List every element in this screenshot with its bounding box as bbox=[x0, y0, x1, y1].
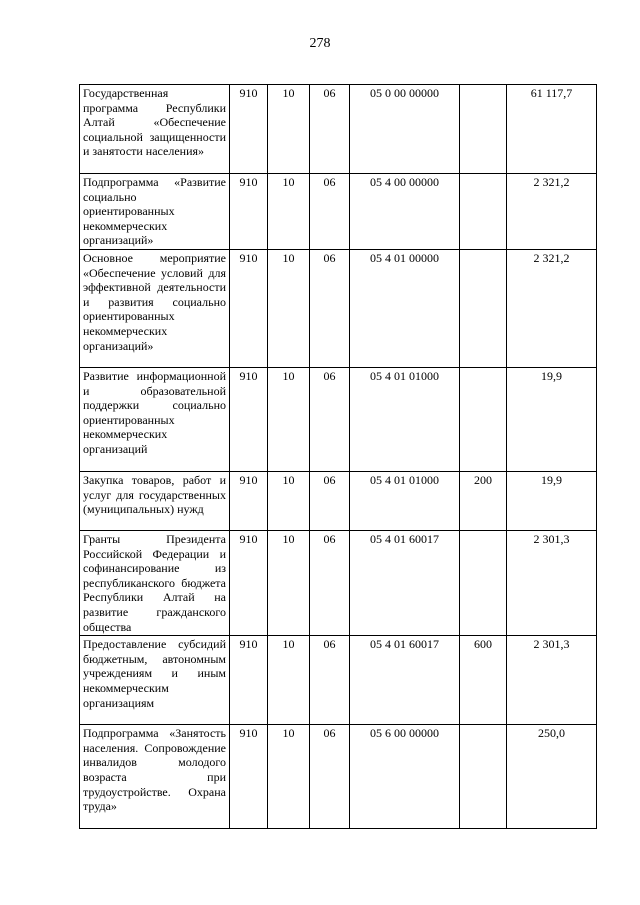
amount: 2 321,2 bbox=[507, 249, 597, 367]
expense-type-code bbox=[460, 725, 507, 829]
section-code: 10 bbox=[268, 249, 310, 367]
ministry-code: 910 bbox=[230, 249, 268, 367]
amount: 19,9 bbox=[507, 471, 597, 530]
amount: 250,0 bbox=[507, 725, 597, 829]
expense-type-code bbox=[460, 85, 507, 174]
target-article-code: 05 4 01 00000 bbox=[350, 249, 460, 367]
target-article-code: 05 4 01 01000 bbox=[350, 367, 460, 471]
table-row bbox=[80, 85, 597, 174]
row-name: Государственная программа Республики Алтай «Обеспечение социальной защищенности и занятости населения» bbox=[80, 85, 230, 174]
row-name: Подпрограмма «Занятость населения. Сопровождение инвалидов молодого возраста при трудоустройстве. Охрана труда» bbox=[80, 725, 230, 829]
section-code: 10 bbox=[268, 636, 310, 725]
ministry-code: 910 bbox=[230, 530, 268, 635]
amount: 2 301,3 bbox=[507, 530, 597, 635]
row-name: Закупка товаров, работ и услуг для государственных (муниципальных) нужд bbox=[80, 471, 230, 530]
section-code: 10 bbox=[268, 725, 310, 829]
target-article-code: 05 4 01 60017 bbox=[350, 636, 460, 725]
ministry-code: 910 bbox=[230, 636, 268, 725]
target-article-code: 05 4 01 60017 bbox=[350, 530, 460, 635]
ministry-code: 910 bbox=[230, 85, 268, 174]
subsection-code: 06 bbox=[310, 725, 350, 829]
expense-type-code bbox=[460, 249, 507, 367]
table-row bbox=[80, 471, 597, 530]
amount: 2 321,2 bbox=[507, 174, 597, 250]
row-name: Гранты Президента Российской Федерации и софинансирование из республиканского бюджета Республики Алтай на развитие гражданского общества bbox=[80, 530, 230, 635]
section-code: 10 bbox=[268, 471, 310, 530]
expense-type-code bbox=[460, 530, 507, 635]
table-row bbox=[80, 249, 597, 367]
table-row bbox=[80, 367, 597, 471]
target-article-code: 05 4 00 00000 bbox=[350, 174, 460, 250]
section-code: 10 bbox=[268, 174, 310, 250]
subsection-code: 06 bbox=[310, 174, 350, 250]
section-code: 10 bbox=[268, 85, 310, 174]
ministry-code: 910 bbox=[230, 471, 268, 530]
expense-type-code bbox=[460, 367, 507, 471]
table-row bbox=[80, 174, 597, 250]
row-name: Подпрограмма «Развитие социально ориентированных некоммерческих организаций» bbox=[80, 174, 230, 250]
section-code: 10 bbox=[268, 530, 310, 635]
subsection-code: 06 bbox=[310, 471, 350, 530]
expense-type-code: 600 bbox=[460, 636, 507, 725]
ministry-code: 910 bbox=[230, 174, 268, 250]
ministry-code: 910 bbox=[230, 725, 268, 829]
subsection-code: 06 bbox=[310, 85, 350, 174]
expense-type-code: 200 bbox=[460, 471, 507, 530]
page-number: 278 bbox=[309, 36, 331, 51]
expense-type-code bbox=[460, 174, 507, 250]
amount: 19,9 bbox=[507, 367, 597, 471]
subsection-code: 06 bbox=[310, 530, 350, 635]
table-row bbox=[80, 636, 597, 725]
row-name: Развитие информационной и образовательной поддержки социально ориентированных некоммерческих организаций bbox=[80, 367, 230, 471]
section-code: 10 bbox=[268, 367, 310, 471]
row-name: Основное мероприятие «Обеспечение условий для эффективной деятельности и развития социально ориентированных некоммерческих организаций» bbox=[80, 249, 230, 367]
subsection-code: 06 bbox=[310, 367, 350, 471]
row-name: Предоставление субсидий бюджетным, автономным учреждениям и иным некоммерческим организациям bbox=[80, 636, 230, 725]
table-row bbox=[80, 725, 597, 829]
subsection-code: 06 bbox=[310, 249, 350, 367]
amount: 2 301,3 bbox=[507, 636, 597, 725]
budget-table bbox=[79, 84, 597, 829]
subsection-code: 06 bbox=[310, 636, 350, 725]
target-article-code: 05 4 01 01000 bbox=[350, 471, 460, 530]
target-article-code: 05 0 00 00000 bbox=[350, 85, 460, 174]
target-article-code: 05 6 00 00000 bbox=[350, 725, 460, 829]
amount: 61 117,7 bbox=[507, 85, 597, 174]
table-row bbox=[80, 530, 597, 635]
ministry-code: 910 bbox=[230, 367, 268, 471]
